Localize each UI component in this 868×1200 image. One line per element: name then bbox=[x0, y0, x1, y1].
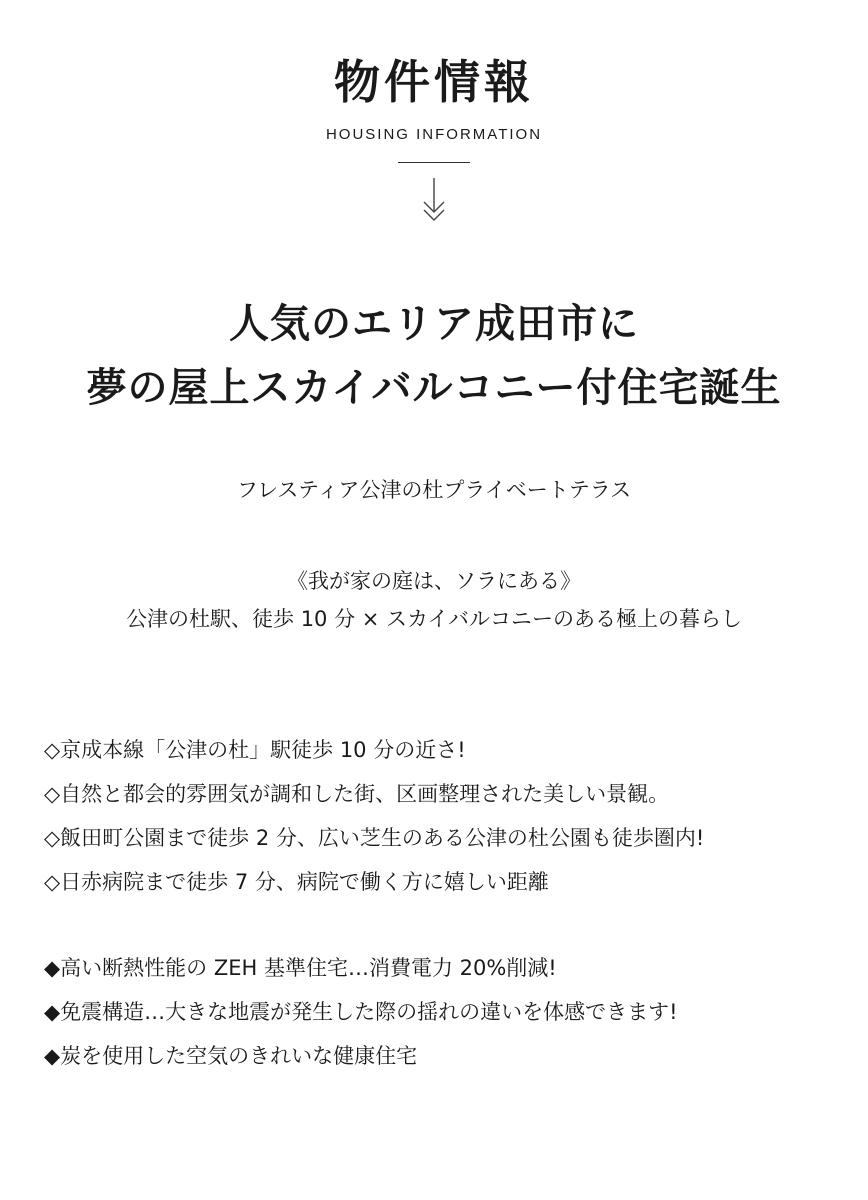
section-subtitle: HOUSING INFORMATION bbox=[325, 126, 543, 143]
title-divider bbox=[398, 162, 470, 163]
building-feature-list bbox=[44, 946, 864, 1078]
location-feature-list bbox=[44, 728, 864, 904]
list-item: ◆免震構造…大きな地震が発生した際の揺れの違いを体感できます! bbox=[44, 1000, 678, 1024]
list-item: ◇日赤病院まで徒歩 7 分、病院で働く方に嬉しい距離 bbox=[44, 870, 549, 894]
headline-line-1: 人気のエリア成田市に bbox=[229, 301, 639, 347]
tagline-line-2: 公津の杜駅、徒歩 10 分 × スカイバルコニーのある極上の暮らし bbox=[126, 607, 742, 631]
list-item: ◇自然と都会的雰囲気が調和した街、区画整理された美しい景観。 bbox=[44, 782, 670, 806]
list-item: ◇京成本線「公津の杜」駅徒歩 10 分の近さ! bbox=[44, 738, 466, 762]
section-title: 物件情報 bbox=[334, 55, 534, 109]
headline-line-2: 夢の屋上スカイバルコニー付住宅誕生 bbox=[86, 365, 782, 411]
double-chevron-down-icon bbox=[420, 176, 448, 224]
tagline-line-1: 《我が家の庭は、ソラにある》 bbox=[287, 569, 581, 593]
tagline bbox=[0, 562, 868, 638]
list-item: ◆高い断熱性能の ZEH 基準住宅…消費電力 20%削減! bbox=[44, 956, 557, 980]
list-item: ◆炭を使用した空気のきれいな健康住宅 bbox=[44, 1044, 418, 1068]
property-name: フレスティア公津の杜プライベートテラス bbox=[236, 478, 632, 502]
headline bbox=[0, 292, 868, 420]
list-item: ◇飯田町公園まで徒歩 2 分、広い芝生のある公津の杜公園も徒歩圏内! bbox=[44, 826, 705, 850]
